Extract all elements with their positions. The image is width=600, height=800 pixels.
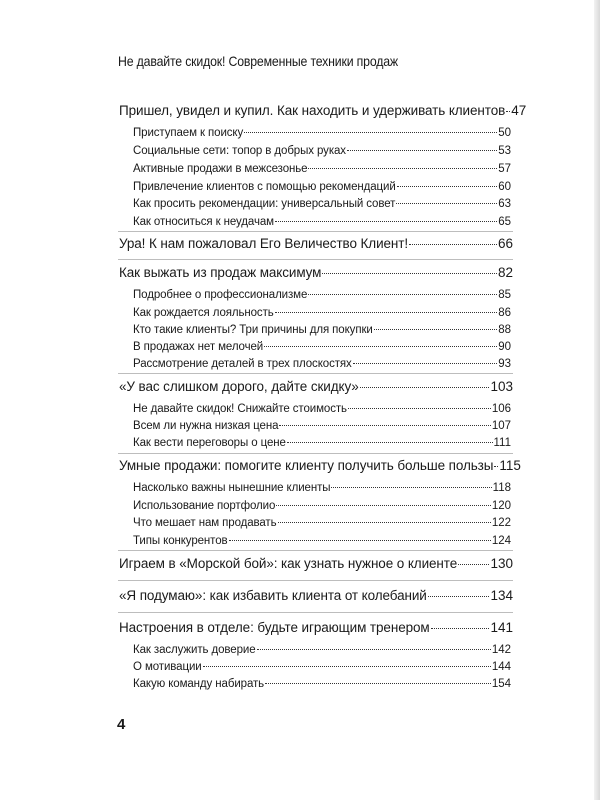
toc-section: [133, 216, 511, 231]
chapter-title: Как выжать из продаж максимум: [119, 265, 322, 280]
section-page-number: 111: [493, 437, 511, 449]
chapter-title: Умные продажи: помогите клиенту получить больше пользы: [119, 458, 494, 473]
dot-leader: [275, 312, 498, 313]
dot-leader: [257, 649, 491, 650]
chapter-page-number: 134: [490, 588, 513, 603]
dot-leader: [458, 564, 489, 565]
section-page-number: 86: [498, 307, 511, 319]
section-title: Подробнее о профессионализме: [133, 289, 308, 301]
section-page-number: 90: [498, 341, 511, 353]
section-title: О мотивации: [133, 661, 202, 673]
section-title: В продажах нет мелочей: [133, 341, 264, 353]
section-title: Какую команду набирать: [133, 678, 265, 690]
section-title: Приступаем к поиску: [133, 127, 244, 139]
chapter-page-number: 130: [490, 556, 513, 571]
section-title: Как относиться к неудачам: [133, 216, 274, 228]
toc-section: [133, 145, 511, 160]
dot-leader: [353, 363, 498, 364]
section-title: Как рождается лояльность: [133, 307, 274, 319]
section-title: Не давайте скидок! Снижайте стоимость: [133, 403, 347, 415]
dot-leader: [276, 505, 491, 506]
section-divider: [118, 259, 513, 260]
toc-section: [133, 644, 511, 659]
toc-section: [133, 163, 511, 178]
dot-leader: [431, 628, 490, 629]
section-page-number: 120: [491, 500, 511, 512]
section-page-number: 106: [491, 403, 511, 415]
section-page-number: 50: [498, 127, 511, 139]
section-page-number: 144: [491, 661, 511, 673]
section-page-number: 154: [491, 678, 511, 690]
toc-section: [133, 358, 511, 373]
dot-leader: [506, 111, 510, 112]
toc-section: [133, 661, 511, 676]
dot-leader: [494, 466, 498, 467]
dot-leader: [264, 346, 497, 347]
toc-section: [133, 127, 511, 142]
toc-chapter: [119, 103, 527, 121]
section-title: Типы конкурентов: [133, 535, 228, 547]
dot-leader: [244, 132, 497, 133]
section-page-number: 122: [491, 517, 511, 529]
dot-leader: [203, 666, 491, 667]
dot-leader: [360, 387, 490, 388]
toc-section: [133, 678, 511, 693]
chapter-page-number: 115: [499, 458, 521, 473]
toc-chapter: [119, 556, 513, 574]
toc-chapter: [119, 458, 521, 476]
chapter-title: Настроения в отделе: будьте играющим тренером: [119, 620, 430, 635]
chapter-title: Играем в «Морской бой»: как узнать нужное о клиенте: [119, 556, 458, 571]
dot-leader: [348, 408, 491, 409]
toc-chapter: [119, 620, 513, 638]
dot-leader: [265, 683, 491, 684]
section-title: Кто такие клиенты? Три причины для покупки: [133, 324, 373, 336]
chapter-page-number: 82: [497, 265, 513, 280]
section-divider: [118, 453, 513, 454]
dot-leader: [229, 540, 491, 541]
toc-section: [133, 420, 511, 435]
toc-chapter: [119, 265, 513, 283]
section-page-number: 85: [498, 289, 511, 301]
section-title: Что мешает нам продавать: [133, 517, 277, 529]
toc-chapter: [119, 236, 513, 254]
section-divider: [118, 550, 513, 551]
section-title: Всем ли нужна низкая цена: [133, 420, 279, 432]
dot-leader: [396, 203, 497, 204]
section-title: Активные продажи в межсезонье: [133, 163, 308, 175]
dot-leader: [275, 221, 497, 222]
section-title: Как заслужить доверие: [133, 644, 256, 656]
dot-leader: [374, 329, 498, 330]
page-number: 4: [117, 716, 126, 733]
dot-leader: [428, 596, 490, 597]
section-page-number: 53: [498, 145, 511, 157]
toc-section: [133, 289, 511, 304]
dot-leader: [409, 244, 497, 245]
dot-leader: [397, 186, 498, 187]
dot-leader: [278, 522, 491, 523]
toc-section: [133, 482, 511, 497]
section-divider: [118, 580, 513, 581]
toc-section: [133, 341, 511, 356]
section-page-number: 63: [498, 198, 511, 210]
section-page-number: 93: [498, 358, 511, 370]
toc-section: [133, 517, 511, 532]
chapter-title: «У вас слишком дорого, дайте скидку»: [119, 379, 359, 394]
chapter-title: Ура! К нам пожаловал Его Величество Клиент!: [119, 236, 409, 251]
dot-leader: [308, 168, 497, 169]
section-page-number: 142: [491, 644, 511, 656]
toc-section: [133, 437, 511, 452]
toc-chapter: [119, 588, 513, 606]
toc-chapter: [119, 379, 513, 397]
chapter-title: Пришел, увидел и купил. Как находить и удерживать клиентов: [119, 103, 506, 118]
toc-section: [133, 181, 511, 196]
section-title: Использование портфолио: [133, 500, 276, 512]
section-divider: [118, 612, 513, 613]
section-title: Привлечение клиентов с помощью рекомендаций: [133, 181, 396, 193]
chapter-page-number: 103: [490, 379, 513, 394]
dot-leader: [347, 150, 497, 151]
section-page-number: 107: [491, 420, 511, 432]
section-title: Рассмотрение деталей в трех плоскостях: [133, 358, 352, 370]
chapter-title: «Я подумаю»: как избавить клиента от колебаний: [119, 588, 427, 603]
dot-leader: [287, 442, 493, 443]
dot-leader: [331, 487, 491, 488]
toc-section: [133, 500, 511, 515]
running-head: Не давайте скидок! Современные техники продаж: [118, 53, 398, 69]
toc-section: [133, 403, 511, 418]
section-page-number: 124: [491, 535, 511, 547]
toc-section: [133, 198, 511, 213]
toc-section: [133, 324, 511, 339]
section-page-number: 60: [498, 181, 511, 193]
section-page-number: 118: [492, 482, 511, 494]
dot-leader: [279, 425, 490, 426]
section-title: Насколько важны нынешние клиенты: [133, 482, 331, 494]
dot-leader: [322, 273, 497, 274]
section-page-number: 65: [498, 216, 511, 228]
section-page-number: 57: [498, 163, 511, 175]
section-divider: [118, 231, 513, 232]
section-page-number: 88: [498, 324, 511, 336]
chapter-page-number: 141: [490, 620, 513, 635]
chapter-page-number: 66: [497, 236, 513, 251]
section-title: Как просить рекомендации: универсальный совет: [133, 198, 396, 210]
dot-leader: [308, 294, 497, 295]
chapter-page-number: 47: [511, 103, 527, 118]
section-divider: [118, 373, 513, 374]
section-title: Как вести переговоры о цене: [133, 437, 286, 449]
toc-section: [133, 307, 511, 322]
toc-section: [133, 535, 511, 550]
section-title: Социальные сети: топор в добрых руках: [133, 145, 346, 157]
